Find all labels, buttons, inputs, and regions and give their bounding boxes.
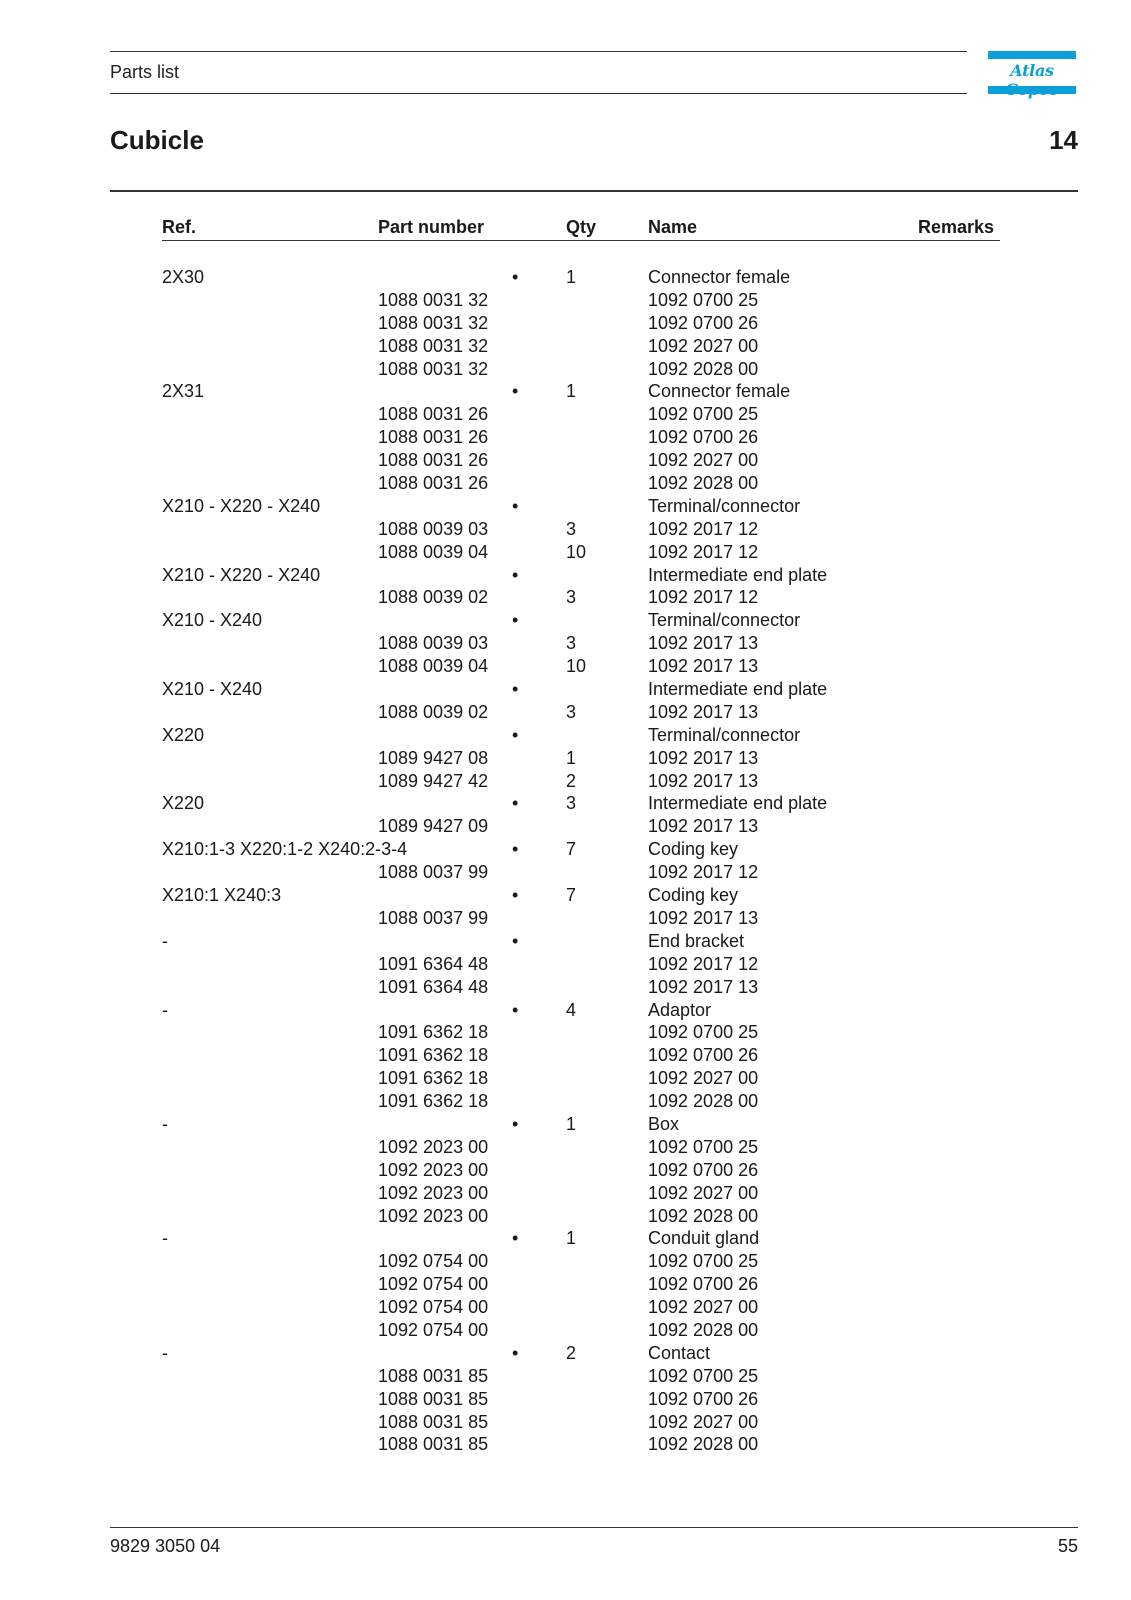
qty-cell: 3 — [566, 793, 577, 814]
bullet-marker: • — [512, 564, 519, 585]
name-cell: Contact — [648, 1342, 711, 1363]
table-row — [0, 884, 1131, 907]
qty-cell: 3 — [566, 701, 577, 722]
part-number-cell: 1088 0031 85 — [378, 1388, 489, 1409]
qty-cell: 1 — [566, 1228, 577, 1249]
part-number-cell: 1088 0031 26 — [378, 427, 489, 448]
name-cell: 1092 2017 13 — [648, 701, 759, 722]
table-row — [0, 907, 1131, 930]
column-header-ref: Ref. — [162, 217, 197, 237]
part-number-cell: 1088 0031 85 — [378, 1411, 489, 1432]
ref-cell: X210:1 X240:3 — [162, 885, 282, 906]
part-number-cell: 1091 6364 48 — [378, 953, 489, 974]
table-row — [0, 1273, 1131, 1296]
table-row — [0, 1021, 1131, 1044]
bullet-marker: • — [512, 495, 519, 516]
name-cell: Intermediate end plate — [648, 679, 828, 700]
name-cell: Conduit gland — [648, 1228, 760, 1249]
part-number-cell: 1092 0754 00 — [378, 1274, 489, 1295]
logo-wordmark: Atlas — [1010, 61, 1054, 80]
part-number-cell: 1092 0754 00 — [378, 1251, 489, 1272]
part-number-cell: 1088 0039 04 — [378, 656, 489, 677]
bullet-marker: • — [512, 1342, 519, 1363]
ref-cell: 2X31 — [162, 381, 205, 402]
qty-cell: 1 — [566, 381, 577, 402]
name-cell: Coding key — [648, 885, 739, 906]
ref-cell: X210 - X240 — [162, 679, 263, 700]
table-row — [0, 335, 1131, 358]
part-number-cell: 1089 9427 09 — [378, 816, 489, 837]
part-number-cell: 1092 2023 00 — [378, 1205, 489, 1226]
name-cell: 1092 2028 00 — [648, 473, 759, 494]
parts-table-body — [0, 266, 1131, 1456]
name-cell: 1092 0700 25 — [648, 1022, 759, 1043]
table-row — [0, 1136, 1131, 1159]
table-row — [0, 747, 1131, 770]
name-cell: 1092 0700 26 — [648, 312, 759, 333]
table-row — [0, 838, 1131, 861]
part-number-cell: 1088 0031 85 — [378, 1365, 489, 1386]
name-cell: Terminal/connector — [648, 495, 801, 516]
bullet-marker: • — [512, 724, 519, 745]
part-number-cell: 1088 0039 03 — [378, 518, 489, 539]
part-number-cell: 1088 0031 32 — [378, 335, 489, 356]
table-header-rule — [162, 240, 1000, 241]
table-row — [0, 541, 1131, 564]
table-row — [0, 289, 1131, 312]
name-cell: 1092 2017 13 — [648, 656, 759, 677]
name-cell: 1092 0700 26 — [648, 1274, 759, 1295]
table-row — [0, 930, 1131, 953]
name-cell: 1092 0700 26 — [648, 1159, 759, 1180]
name-cell: 1092 2028 00 — [648, 1205, 759, 1226]
name-cell: Intermediate end plate — [648, 564, 828, 585]
qty-cell: 10 — [566, 541, 587, 562]
name-cell: 1092 0700 25 — [648, 1365, 759, 1386]
name-cell: 1092 0700 25 — [648, 404, 759, 425]
name-cell: 1092 2027 00 — [648, 1068, 759, 1089]
part-number-cell: 1088 0039 02 — [378, 701, 489, 722]
name-cell: 1092 2028 00 — [648, 358, 759, 379]
ref-cell: - — [162, 1342, 168, 1363]
table-row — [0, 495, 1131, 518]
table-row — [0, 1205, 1131, 1228]
table-row — [0, 1388, 1131, 1411]
name-cell: 1092 2027 00 — [648, 450, 759, 471]
table-row — [0, 1411, 1131, 1434]
name-cell: 1092 2017 13 — [648, 747, 759, 768]
name-cell: 1092 0700 25 — [648, 1251, 759, 1272]
part-number-cell: 1088 0031 26 — [378, 450, 489, 471]
qty-cell: 2 — [566, 770, 577, 791]
name-cell: 1092 0700 26 — [648, 1388, 759, 1409]
table-row — [0, 655, 1131, 678]
ref-cell: - — [162, 1228, 168, 1249]
part-number-cell: 1091 6362 18 — [378, 1022, 489, 1043]
table-row — [0, 815, 1131, 838]
part-number-cell: 1088 0039 04 — [378, 541, 489, 562]
qty-cell: 1 — [566, 747, 577, 768]
part-number-cell: 1088 0031 26 — [378, 473, 489, 494]
table-row — [0, 770, 1131, 793]
qty-cell: 3 — [566, 587, 577, 608]
part-number-cell: 1089 9427 42 — [378, 770, 489, 791]
part-number-cell: 1088 0039 02 — [378, 587, 489, 608]
name-cell: Connector female — [648, 267, 791, 287]
bullet-marker: • — [512, 381, 519, 402]
name-cell: Terminal/connector — [648, 610, 801, 631]
table-row — [0, 426, 1131, 449]
part-number-cell: 1091 6364 48 — [378, 976, 489, 997]
section-title: Cubicle — [110, 125, 204, 155]
name-cell: 1092 2017 13 — [648, 907, 759, 928]
name-cell: 1092 2027 00 — [648, 1182, 759, 1203]
table-row — [0, 472, 1131, 495]
name-cell: 1092 2017 12 — [648, 541, 759, 562]
table-row — [0, 586, 1131, 609]
qty-cell: 2 — [566, 1342, 577, 1363]
section-number: 14 — [1049, 125, 1078, 155]
logo-top-band — [988, 51, 1076, 59]
bullet-marker: • — [512, 839, 519, 860]
table-row — [0, 861, 1131, 884]
qty-cell: 1 — [566, 1113, 577, 1134]
table-row — [0, 1365, 1131, 1388]
part-number-cell: 1091 6362 18 — [378, 1091, 489, 1112]
table-row — [0, 403, 1131, 426]
header-top-rule — [110, 51, 967, 52]
table-row — [0, 1296, 1131, 1319]
table-row — [0, 1319, 1131, 1342]
column-header-name: Name — [648, 217, 698, 237]
ref-cell: - — [162, 930, 168, 951]
part-number-cell: 1091 6362 18 — [378, 1068, 489, 1089]
part-number-cell: 1089 9427 08 — [378, 747, 489, 768]
page-number: 55 — [1057, 1536, 1078, 1556]
name-cell: 1092 0700 26 — [648, 427, 759, 448]
part-number-cell: 1088 0031 32 — [378, 289, 489, 310]
part-number-cell: 1088 0037 99 — [378, 907, 489, 928]
qty-cell: 4 — [566, 999, 577, 1020]
table-row — [0, 449, 1131, 472]
part-number-cell: 1092 2023 00 — [378, 1159, 489, 1180]
table-row — [0, 609, 1131, 632]
name-cell: Coding key — [648, 839, 739, 860]
qty-cell: 3 — [566, 633, 577, 654]
ref-cell: X210:1-3 X220:1-2 X240:2-3-4 — [162, 839, 408, 860]
table-row — [0, 792, 1131, 815]
ref-cell: X210 - X220 - X240 — [162, 495, 321, 516]
section-rule — [110, 190, 1078, 192]
table-row — [0, 953, 1131, 976]
table-row — [0, 632, 1131, 655]
name-cell: 1092 2017 13 — [648, 816, 759, 837]
name-cell: 1092 0700 26 — [648, 1045, 759, 1066]
name-cell: 1092 2027 00 — [648, 335, 759, 356]
table-row — [0, 1182, 1131, 1205]
name-cell: 1092 2017 12 — [648, 518, 759, 539]
atlas-copco-logo — [988, 51, 1076, 94]
ref-cell: - — [162, 999, 168, 1020]
table-row — [0, 678, 1131, 701]
name-cell: Intermediate end plate — [648, 793, 828, 814]
bullet-marker: • — [512, 930, 519, 951]
name-cell: 1092 2027 00 — [648, 1411, 759, 1432]
bullet-marker: • — [512, 679, 519, 700]
name-cell: 1092 2017 12 — [648, 587, 759, 608]
ref-cell: X220 — [162, 724, 205, 745]
part-number-cell: 1092 2023 00 — [378, 1136, 489, 1157]
bullet-marker: • — [512, 1113, 519, 1134]
bullet-marker: • — [512, 1228, 519, 1249]
ref-cell: 2X30 — [162, 267, 205, 287]
bullet-marker: • — [512, 793, 519, 814]
name-cell: Adaptor — [648, 999, 712, 1020]
name-cell: 1092 2027 00 — [648, 1297, 759, 1318]
part-number-cell: 1091 6362 18 — [378, 1045, 489, 1066]
name-cell: End bracket — [648, 930, 745, 951]
footer-rule — [110, 1527, 1078, 1528]
table-row — [0, 724, 1131, 747]
table-row — [0, 1159, 1131, 1182]
name-cell: 1092 0700 25 — [648, 289, 759, 310]
qty-cell: 7 — [566, 839, 577, 860]
ref-cell: - — [162, 1113, 168, 1134]
header-bottom-rule — [110, 93, 967, 94]
table-row — [0, 701, 1131, 724]
table-row — [0, 312, 1131, 335]
table-row — [0, 999, 1131, 1022]
table-row — [0, 518, 1131, 541]
bullet-marker: • — [512, 610, 519, 631]
name-cell: 1092 2028 00 — [648, 1434, 759, 1455]
qty-cell: 7 — [566, 885, 577, 906]
column-header-part-number: Part number — [378, 217, 485, 237]
table-row — [0, 1067, 1131, 1090]
table-row — [0, 1250, 1131, 1273]
running-title: Parts list — [110, 62, 180, 82]
qty-cell: 1 — [566, 267, 577, 287]
ref-cell: X210 - X220 - X240 — [162, 564, 321, 585]
part-number-cell: 1092 0754 00 — [378, 1297, 489, 1318]
table-row — [0, 1044, 1131, 1067]
table-row — [0, 380, 1131, 403]
table-row — [0, 976, 1131, 999]
part-number-cell: 1092 2023 00 — [378, 1182, 489, 1203]
table-row — [0, 564, 1131, 587]
part-number-cell: 1092 0754 00 — [378, 1319, 489, 1340]
bullet-marker: • — [512, 267, 519, 287]
table-row — [0, 1342, 1131, 1365]
name-cell: 1092 2028 00 — [648, 1091, 759, 1112]
qty-cell: 3 — [566, 518, 577, 539]
name-cell: Connector female — [648, 381, 791, 402]
name-cell: 1092 2028 00 — [648, 1319, 759, 1340]
part-number-cell: 1088 0037 99 — [378, 862, 489, 883]
name-cell: 1092 0700 25 — [648, 1136, 759, 1157]
qty-cell: 10 — [566, 656, 587, 677]
document-number: 9829 3050 04 — [110, 1536, 221, 1556]
table-row — [0, 1433, 1131, 1456]
part-number-cell: 1088 0039 03 — [378, 633, 489, 654]
table-row — [0, 1113, 1131, 1136]
name-cell: 1092 2017 12 — [648, 953, 759, 974]
table-row — [0, 1227, 1131, 1250]
ref-cell: X210 - X240 — [162, 610, 263, 631]
part-number-cell: 1088 0031 85 — [378, 1434, 489, 1455]
part-number-cell: 1088 0031 32 — [378, 358, 489, 379]
bullet-marker: • — [512, 999, 519, 1020]
ref-cell: X220 — [162, 793, 205, 814]
part-number-cell: 1088 0031 26 — [378, 404, 489, 425]
name-cell: 1092 2017 13 — [648, 976, 759, 997]
table-row — [0, 358, 1131, 381]
name-cell: Terminal/connector — [648, 724, 801, 745]
part-number-cell: 1088 0031 32 — [378, 312, 489, 333]
bullet-marker: • — [512, 885, 519, 906]
logo-bottom-band — [988, 86, 1076, 94]
table-row — [0, 266, 1131, 289]
name-cell: 1092 2017 12 — [648, 862, 759, 883]
column-header-remarks: Remarks — [918, 217, 995, 237]
column-header-qty: Qty — [566, 217, 597, 237]
name-cell: 1092 2017 13 — [648, 770, 759, 791]
table-row — [0, 1090, 1131, 1113]
name-cell: 1092 2017 13 — [648, 633, 759, 654]
name-cell: Box — [648, 1113, 680, 1134]
